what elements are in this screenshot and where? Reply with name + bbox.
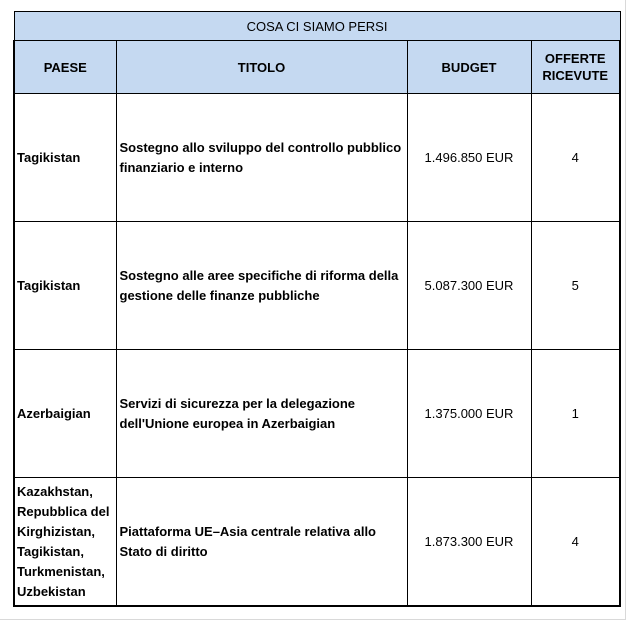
cell-offers: 4 bbox=[531, 94, 620, 222]
cell-country: Azerbaigian bbox=[14, 350, 116, 478]
cell-offers: 5 bbox=[531, 222, 620, 350]
table-row bbox=[14, 350, 620, 478]
table-title-row bbox=[14, 12, 620, 41]
missed-tenders-table bbox=[13, 11, 621, 607]
cell-offers: 1 bbox=[531, 350, 620, 478]
cell-country: Tagikistan bbox=[14, 222, 116, 350]
cell-country: Tagikistan bbox=[14, 94, 116, 222]
cell-budget: 1.873.300 EUR bbox=[407, 478, 531, 607]
cell-budget: 5.087.300 EUR bbox=[407, 222, 531, 350]
cell-offers: 4 bbox=[531, 478, 620, 607]
cell-budget: 1.496.850 EUR bbox=[407, 94, 531, 222]
header-offers-line2: RICEVUTE bbox=[542, 68, 609, 83]
header-offers bbox=[531, 41, 620, 94]
header-offers-line1: OFFERTE bbox=[544, 51, 606, 66]
header-country: PAESE bbox=[14, 41, 116, 94]
table-title: COSA CI SIAMO PERSI bbox=[14, 12, 620, 41]
cell-title: Piattaforma UE–Asia centrale relativa allo Stato di diritto bbox=[116, 478, 407, 607]
table-row bbox=[14, 222, 620, 350]
cell-title: Sostegno alle aree specifiche di riforma della gestione delle finanze pubbliche bbox=[116, 222, 407, 350]
table-row bbox=[14, 478, 620, 607]
header-budget: BUDGET bbox=[407, 41, 531, 94]
cell-title: Servizi di sicurezza per la delegazione dell'Unione europea in Azerbaigian bbox=[116, 350, 407, 478]
table-row bbox=[14, 94, 620, 222]
table-header-row bbox=[14, 41, 620, 94]
cell-title: Sostegno allo sviluppo del controllo pubblico finanziario e interno bbox=[116, 94, 407, 222]
cell-budget: 1.375.000 EUR bbox=[407, 350, 531, 478]
header-title: TITOLO bbox=[116, 41, 407, 94]
cell-country: Kazakhstan, Repubblica del Kirghizistan, Tagikistan, Turkmenistan, Uzbekistan bbox=[14, 478, 116, 607]
